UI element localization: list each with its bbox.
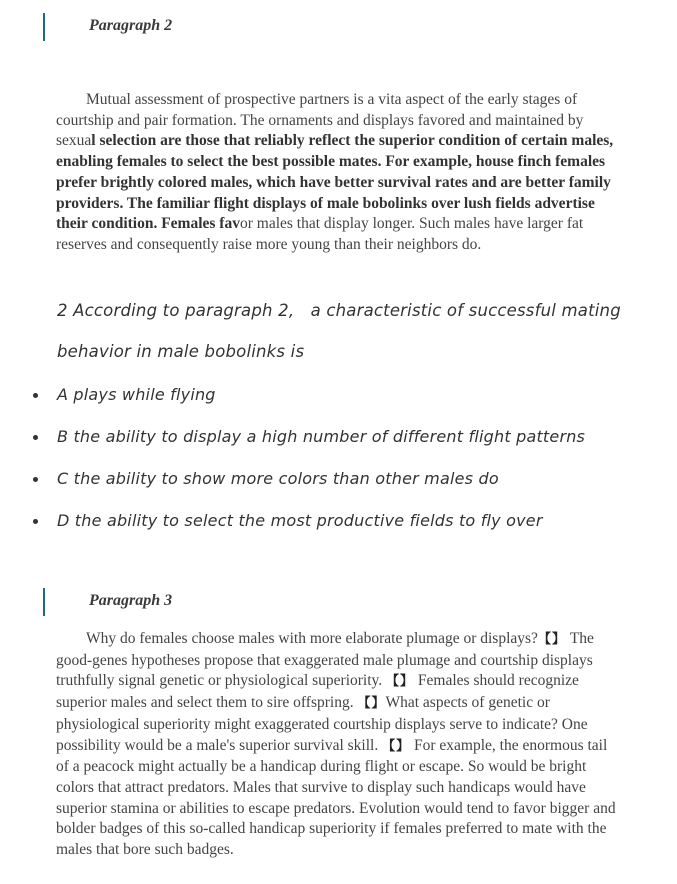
- bullet-icon: [33, 477, 38, 482]
- paragraph-2-text: [56, 90, 616, 256]
- paragraph-3-sentence: For example, the enormous tail of a peacock might actually be a handicap during flight or escape. So would be bright colors that attract predators. Males that survive to display such handicaps would have superior stamina or abilities to escape predators. Evolution would tend to favor bigger and bolder badges of this so-called handicap superiority if females preferred to mate with the males that bore such badges.: [56, 736, 616, 859]
- paragraph-2-text-b: or males that display longer. Such males have larger fat reserves and consequently raise more young than their neighbors do.: [56, 215, 584, 253]
- section-bar: [43, 588, 45, 616]
- option-c-label: C the ability to show more colors than other males do: [57, 469, 499, 488]
- paragraph-3-title: Paragraph 3: [89, 592, 173, 609]
- paragraph-2-header: [43, 13, 643, 41]
- answer-options: [0, 374, 677, 542]
- option-d[interactable]: [0, 500, 677, 542]
- question-line-1: 2 According to paragraph 2, a characteristic of successful mating: [57, 301, 621, 320]
- paragraph-2-text-a: Mutual assessment of prospective partners is a vita aspect of the early stages of courtship and pair formation. The ornaments and displays favored and maintained by sexua: [56, 91, 584, 150]
- question-stem: [57, 290, 657, 372]
- paragraph-2-title: Paragraph 2: [89, 17, 173, 34]
- insert-marker-4[interactable]: 【】: [382, 738, 411, 754]
- bullet-icon: [33, 393, 38, 398]
- paragraph-3-sentence: The good-genes hypotheses propose that exaggerated male plumage and courtship displays truthfully signal genetic or physiological superiority.: [56, 630, 594, 690]
- option-b[interactable]: [0, 416, 677, 458]
- paragraph-3-header: [43, 588, 643, 616]
- bullet-icon: [33, 435, 38, 440]
- option-c[interactable]: [0, 458, 677, 500]
- paragraph-3-text: [56, 629, 616, 861]
- insert-marker-3[interactable]: 【】: [357, 696, 386, 712]
- option-a[interactable]: [0, 374, 677, 416]
- paragraph-3-sentence: Why do females choose males with more elaborate plumage or displays?: [86, 630, 538, 647]
- paragraph-3-sentence: Females should recognize superior males and select them to sire offspring.: [56, 672, 579, 712]
- question-line-2: behavior in male bobolinks is: [57, 342, 305, 361]
- section-bar: [43, 13, 45, 41]
- insert-marker-2[interactable]: 【】: [386, 674, 415, 690]
- bullet-icon: [33, 519, 38, 524]
- option-d-label: D the ability to select the most productive fields to fly over: [57, 511, 543, 530]
- paragraph-2-text-bold: l selection are those that reliably reflect the superior condition of certain males, enabling females to select the best possible mates. For example, house finch females prefer brightly colored males, which have better survival rates and are better family providers. The familiar flight displays of male bobolinks over lush fields advertise their condition. Females fav: [56, 132, 614, 233]
- option-b-label: B the ability to display a high number of different flight patterns: [57, 427, 586, 446]
- paragraph-3-sentence: What aspects of genetic or physiological superiority might exaggerated courtship displays serve to indicate? One possibility would be a male's superior survival skill.: [56, 694, 588, 754]
- option-a-label: A plays while flying: [57, 385, 216, 404]
- insert-marker-1[interactable]: 【】: [537, 632, 566, 647]
